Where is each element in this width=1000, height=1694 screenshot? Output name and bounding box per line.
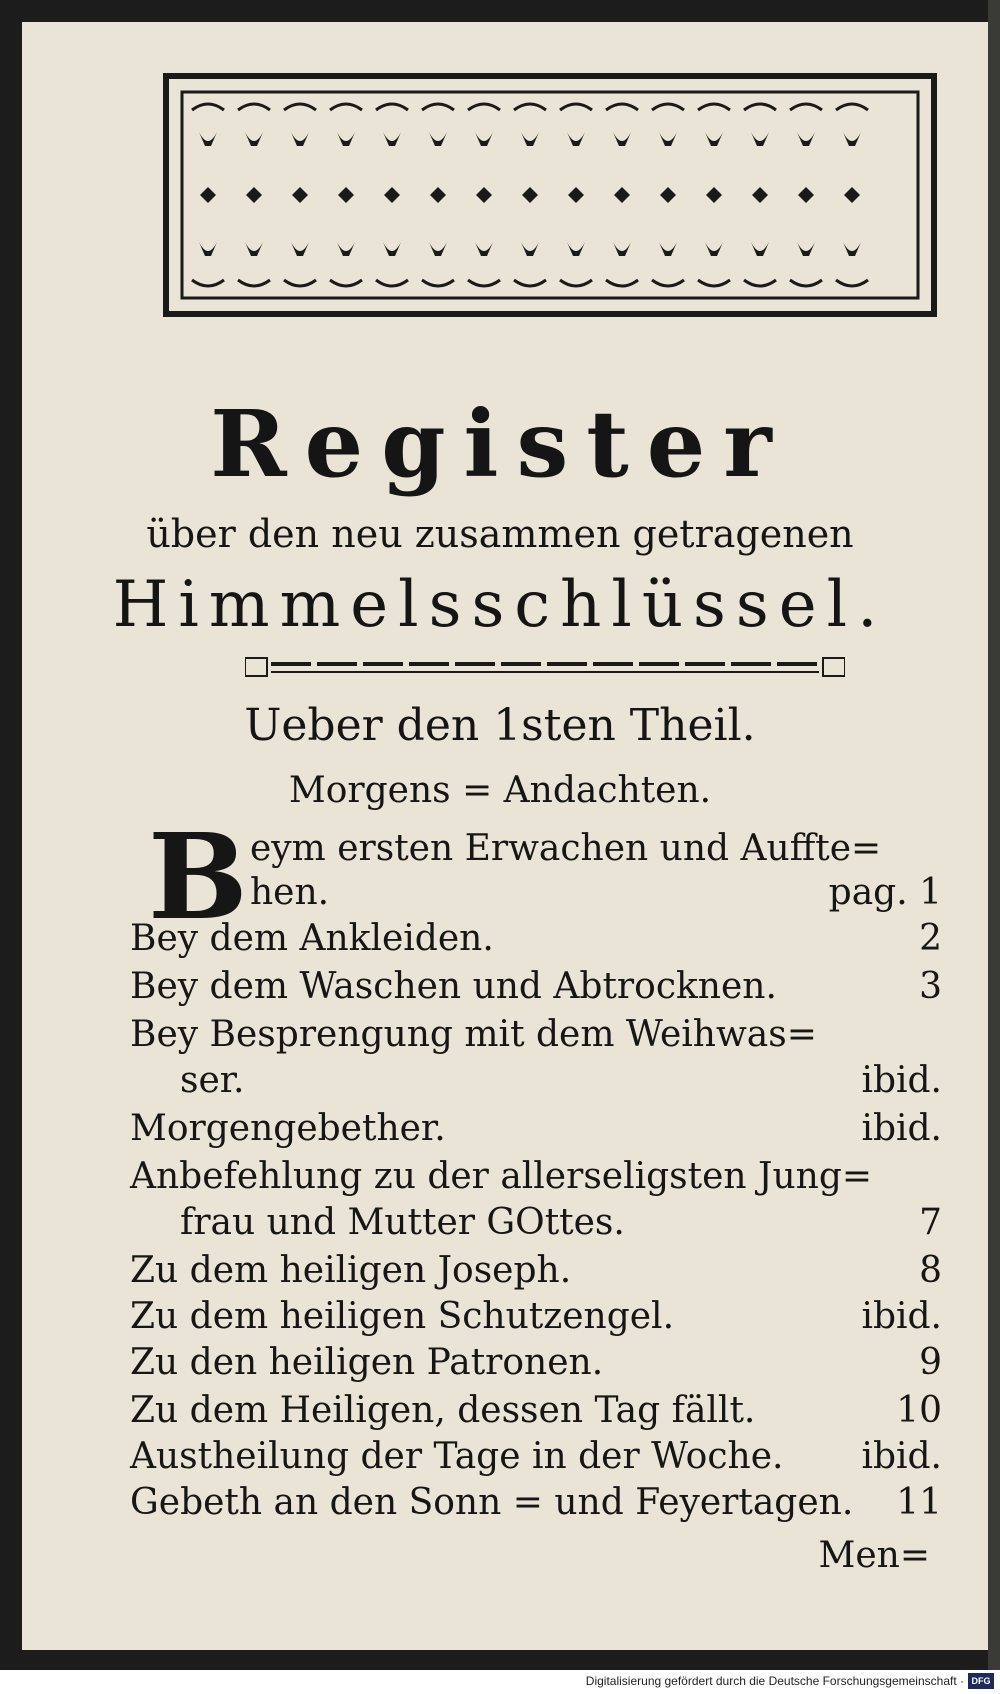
- ornament-motif: [430, 187, 446, 203]
- entry-10: [130, 1390, 942, 1431]
- ornament-motif: [521, 132, 539, 146]
- entry-5: [130, 1108, 942, 1149]
- ornament-motif: [613, 132, 631, 146]
- ornament-motif: [383, 132, 401, 146]
- ornament-motif: [613, 242, 631, 256]
- entry-7-page: 8: [919, 1250, 942, 1291]
- entry-10-text: Zu dem Heiligen, dessen Tag fällt.: [130, 1390, 756, 1431]
- ornament-motif: [752, 187, 768, 203]
- ornament-motif: [567, 132, 585, 146]
- ornament-motif: [384, 187, 400, 203]
- entry-5-text: Morgengebether.: [130, 1108, 446, 1149]
- entry-12-page: 11: [896, 1482, 942, 1523]
- section-subheading: Morgens = Andachten.: [288, 770, 712, 811]
- ornament-motif: [383, 242, 401, 256]
- entry-8: [130, 1296, 942, 1337]
- ornament-motif: [567, 242, 585, 256]
- drop-cap: B: [148, 807, 248, 946]
- ornament-motif: [660, 187, 676, 203]
- entry-4-line1: Bey Besprengung mit dem Weihwas=: [130, 1014, 817, 1055]
- ornament-motif: [338, 187, 354, 203]
- ornament-motif: [614, 187, 630, 203]
- entry-12-text: Gebeth an den Sonn = und Feyertagen.: [130, 1482, 854, 1523]
- entry-4-text: ser.: [180, 1060, 245, 1101]
- entry-11-page: ibid.: [861, 1436, 942, 1477]
- entry-11: [130, 1436, 942, 1477]
- entry-9-page: 9: [919, 1342, 942, 1383]
- page-edge: [988, 0, 1000, 1694]
- ornament-motif: [200, 187, 216, 203]
- ornament-motif: [751, 132, 769, 146]
- ornament-motif: [751, 242, 769, 256]
- entry-3-page: 3: [919, 966, 942, 1007]
- ornament-motif: [199, 242, 217, 256]
- footer-bar: [0, 1670, 1000, 1694]
- ornament-motif: [475, 242, 493, 256]
- ornament-motif: [659, 132, 677, 146]
- entry-6-page: 7: [919, 1202, 942, 1243]
- ornament-motif: [291, 242, 309, 256]
- entry-2-page: 2: [919, 918, 942, 959]
- ornament-motif: [291, 132, 309, 146]
- entry-7: [130, 1250, 942, 1291]
- ornament-motif: [429, 242, 447, 256]
- entry-3-text: Bey dem Waschen und Abtrocknen.: [130, 966, 777, 1007]
- register-subtitle: über den neu zusammen getragenen: [146, 512, 854, 556]
- section-heading: Ueber den 1sten Theil.: [244, 700, 756, 751]
- ornament-motif: [843, 242, 861, 256]
- ornament-motif: [844, 187, 860, 203]
- ornament-motif: [705, 132, 723, 146]
- register-title: Register: [210, 390, 790, 498]
- entry-11-text: Austheilung der Tage in der Woche.: [130, 1436, 784, 1477]
- entry-8-text: Zu dem heiligen Schutzengel.: [130, 1296, 675, 1337]
- entry-6-line1: Anbefehlung zu der allerseligsten Jung=: [130, 1156, 873, 1197]
- ornament-motif: [292, 187, 308, 203]
- decorative-border-ornament: [160, 70, 940, 320]
- entry-6-line2: [180, 1202, 942, 1243]
- ornament-motif: [659, 242, 677, 256]
- entry-5-page: ibid.: [861, 1108, 942, 1149]
- entry-2-text: Bey dem Ankleiden.: [130, 918, 494, 959]
- ornament-motif: [475, 132, 493, 146]
- ornament-motif: [429, 132, 447, 146]
- ornament-motif: [797, 132, 815, 146]
- dfg-logo-icon: DFG: [968, 1673, 994, 1689]
- ornament-motif: [521, 242, 539, 256]
- entry-6-text: frau und Mutter GOttes.: [180, 1202, 625, 1243]
- entry-7-text: Zu dem heiligen Joseph.: [130, 1250, 572, 1291]
- entry-1-line2: [250, 872, 942, 913]
- ornament-motif: [337, 132, 355, 146]
- entry-3: [130, 966, 942, 1007]
- entry-4-page: ibid.: [861, 1060, 942, 1101]
- ornament-motif: [843, 132, 861, 146]
- ornament-motif: [705, 242, 723, 256]
- entry-12: [130, 1482, 942, 1523]
- ornament-motif: [797, 242, 815, 256]
- entry-9-text: Zu den heiligen Patronen.: [130, 1342, 604, 1383]
- decorative-rule: [245, 652, 845, 682]
- entry-1-text: hen.: [250, 872, 330, 913]
- ornament-motif: [706, 187, 722, 203]
- entry-10-page: 10: [896, 1390, 942, 1431]
- ornament-motif: [798, 187, 814, 203]
- ornament-motif: [199, 132, 217, 146]
- entry-2: [130, 918, 942, 959]
- footer-credit: Digitalisierung gefördert durch die Deutsche Forschungsgemeinschaft ·: [585, 1674, 964, 1688]
- entry-9: [130, 1342, 942, 1383]
- ornament-motif: [476, 187, 492, 203]
- entry-1-line1: eym ersten Erwachen und Auffte=: [250, 828, 882, 869]
- ornament-motif: [245, 132, 263, 146]
- entry-8-page: ibid.: [861, 1296, 942, 1337]
- ornament-motif: [568, 187, 584, 203]
- ornament-motif: [246, 187, 262, 203]
- ornament-motif: [522, 187, 538, 203]
- register-book-title: Himmelsschlüssel.: [112, 568, 888, 642]
- ornament-motif: [337, 242, 355, 256]
- ornament-motif: [245, 242, 263, 256]
- catchword: Men=: [818, 1535, 930, 1576]
- entry-1-page: pag. 1: [828, 872, 942, 913]
- entry-4-line2: [180, 1060, 942, 1101]
